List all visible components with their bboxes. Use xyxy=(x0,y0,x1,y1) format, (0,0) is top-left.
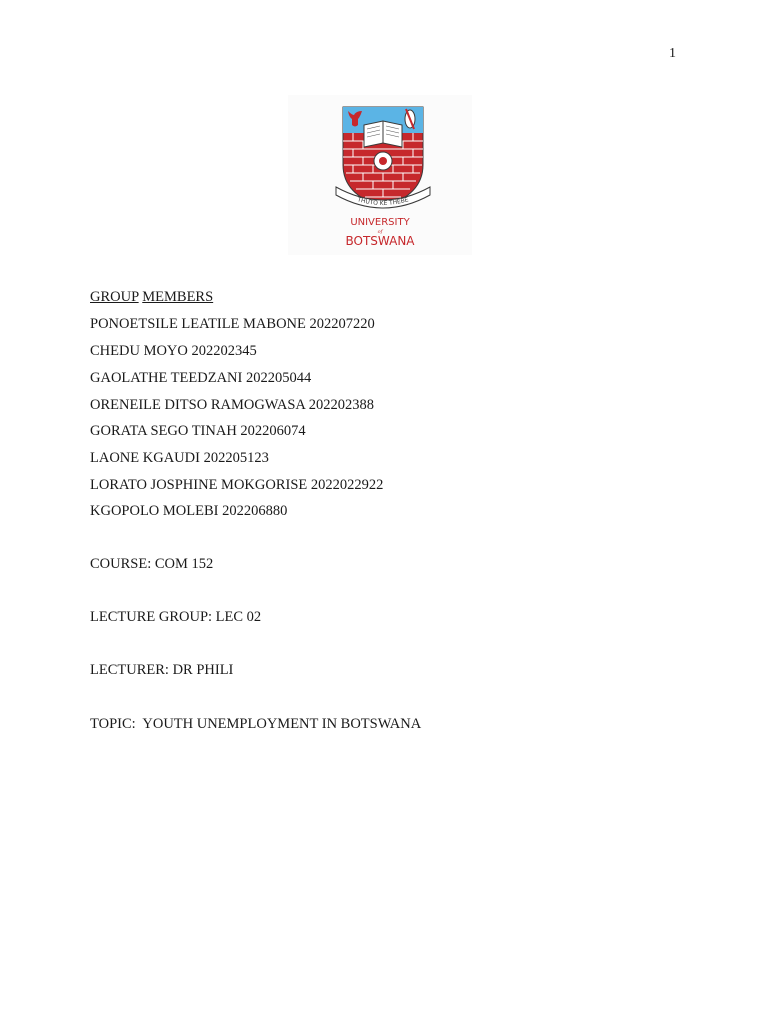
logo-botswana-text: BOTSWANA xyxy=(345,234,415,248)
member-line: LAONE KGAUDI 202205123 xyxy=(90,450,269,466)
university-logo xyxy=(288,95,472,255)
member-line: GORATA SEGO TINAH 202206074 xyxy=(90,423,306,439)
member-line: GAOLATHE TEEDZANI 202205044 xyxy=(90,370,312,386)
member-line: LORATO JOSPHINE MOKGORISE 2022022922 xyxy=(90,477,384,493)
lecture-group-line: LECTURE GROUP: LEC 02 xyxy=(90,609,262,625)
page-number: 1 xyxy=(669,46,676,61)
topic-line: TOPIC: YOUTH UNEMPLOYMENT IN BOTSWANA xyxy=(90,716,422,732)
member-line: ORENEILE DITSO RAMOGWASA 202202388 xyxy=(90,397,374,413)
motto-text: THUTO KE THEBE xyxy=(356,196,410,208)
course-line: COURSE: COM 152 xyxy=(90,556,214,572)
heading-word-group: GROUP xyxy=(90,289,139,305)
heading-word-members: MEMBERS xyxy=(142,289,214,305)
logo-of-text: of xyxy=(377,229,383,235)
member-line: PONOETSILE LEATILE MABONE 202207220 xyxy=(90,316,375,332)
member-line: KGOPOLO MOLEBI 202206880 xyxy=(90,503,288,519)
member-line: CHEDU MOYO 202202345 xyxy=(90,343,257,359)
lecturer-line: LECTURER: DR PHILI xyxy=(90,662,234,678)
group-members-heading xyxy=(90,288,213,306)
logo-university-text: UNIVERSITY xyxy=(350,217,410,228)
coat-of-arms-icon xyxy=(288,95,472,255)
